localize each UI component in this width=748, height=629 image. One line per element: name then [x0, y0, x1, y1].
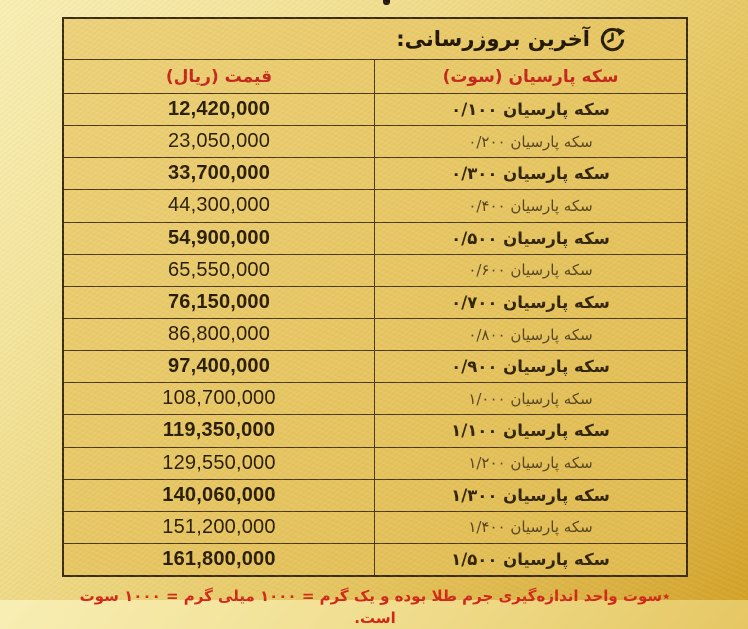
price-cell: 119,350,000 [64, 415, 375, 446]
update-refresh-clock-icon[interactable] [599, 26, 626, 53]
coin-name-cell: سکه پارسیان ۰/۷۰۰ [451, 292, 610, 312]
coin-name-cell: سکه پارسیان ۰/۵۰۰ [451, 228, 610, 248]
coin-name-cell: سکه پارسیان ۰/۹۰۰ [451, 357, 610, 377]
update-header [64, 19, 686, 60]
coin-name-cell: سکه پارسیان ۱/۱۰۰ [451, 421, 610, 441]
coin-name-cell: سکه پارسیان ۰/۳۰۰ [451, 164, 610, 184]
price-cell: 161,800,000 [64, 544, 375, 575]
price-cell: 129,550,000 [64, 448, 375, 479]
table-row [64, 447, 686, 479]
coin-name-cell: سکه پارسیان ۰/۸۰۰ [468, 325, 593, 344]
table-row [64, 222, 686, 254]
table-row [64, 125, 686, 157]
price-column-header: قیمت (ریال) [64, 60, 375, 93]
coin-name-cell: سکه پارسیان ۰/۴۰۰ [468, 196, 593, 215]
table-row [64, 350, 686, 382]
price-cell: 23,050,000 [64, 126, 375, 157]
coin-name-cell: سکه پارسیان ۱/۰۰۰ [468, 389, 593, 408]
price-cell: 140,060,000 [64, 480, 375, 511]
price-cell: 86,800,000 [64, 319, 375, 350]
price-cell: 54,900,000 [64, 223, 375, 254]
table-row [64, 157, 686, 189]
table-row [64, 414, 686, 446]
table-row [64, 254, 686, 286]
price-cell: 44,300,000 [64, 190, 375, 221]
table-row [64, 286, 686, 318]
coin-name-cell: سکه پارسیان ۰/۲۰۰ [468, 132, 593, 151]
price-cell: 65,550,000 [64, 255, 375, 286]
coin-name-cell: سکه پارسیان ۱/۲۰۰ [468, 454, 593, 473]
price-cell: 151,200,000 [64, 512, 375, 543]
price-table [62, 17, 688, 577]
table-row [64, 479, 686, 511]
coin-name-cell: سکه پارسیان ۰/۶۰۰ [468, 261, 593, 280]
coin-name-cell: سکه پارسیان ۱/۳۰۰ [451, 485, 610, 505]
coin-name-cell: سکه پارسیان ۱/۵۰۰ [451, 550, 610, 570]
footnote: ٭سوت واحد اندازه‌گیری جرم طلا بوده و یک گرم = ۱۰۰۰ میلی گرم = ۱۰۰۰ سوت است. [79, 587, 671, 627]
price-cell: 33,700,000 [64, 158, 375, 189]
column-header-row [64, 60, 686, 94]
table-row [64, 189, 686, 221]
cropped-text-remnant [383, 0, 390, 5]
coin-column-header: سکه پارسیان (سوت) [442, 66, 619, 87]
update-title: آخرین بروزرسانی: [396, 27, 590, 51]
table-row [64, 318, 686, 350]
coin-name-cell: سکه پارسیان ۱/۴۰۰ [468, 518, 593, 537]
price-cell: 12,420,000 [64, 94, 375, 125]
table-row [64, 511, 686, 543]
table-row [64, 94, 686, 125]
price-cell: 76,150,000 [64, 287, 375, 318]
price-cell: 108,700,000 [64, 383, 375, 414]
table-row [64, 543, 686, 575]
price-cell: 97,400,000 [64, 351, 375, 382]
coin-name-cell: سکه پارسیان ۰/۱۰۰ [451, 100, 610, 120]
table-row [64, 382, 686, 414]
